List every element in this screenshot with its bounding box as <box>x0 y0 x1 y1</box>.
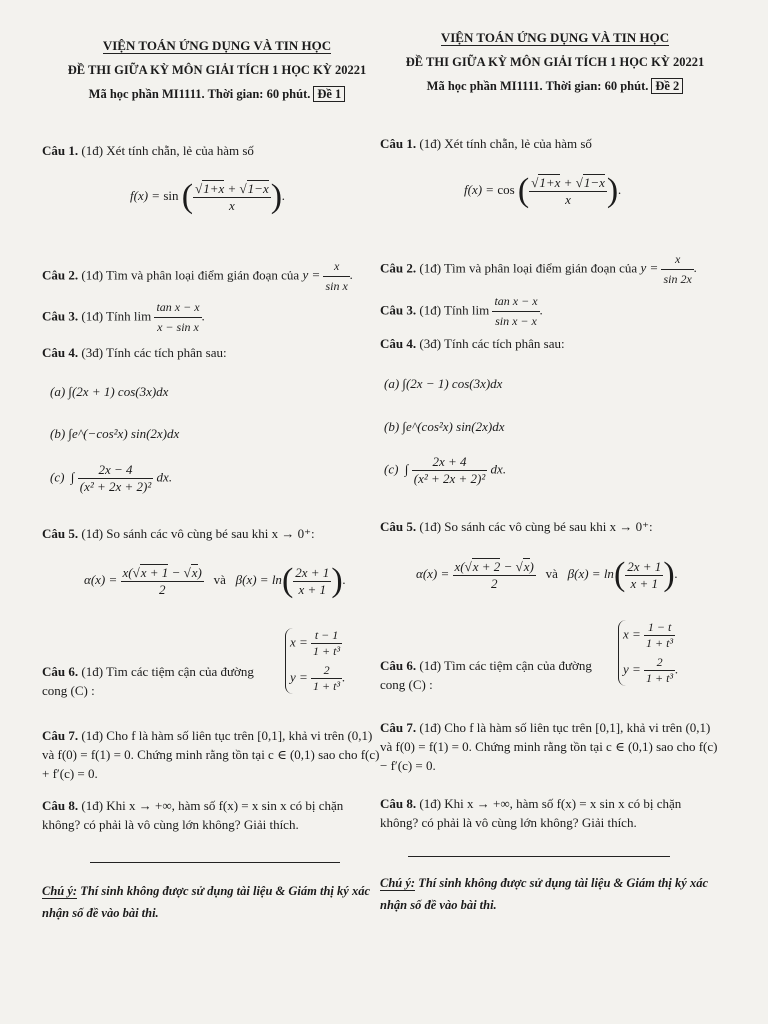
question-4: Câu 4. (3đ) Tính các tích phân sau: <box>380 336 565 351</box>
question-4: Câu 4. (3đ) Tính các tích phân sau: <box>42 345 227 360</box>
question-3: Câu 3. (1đ) Tính lim $\frac{\text{tan x − x}}{\text{sin x − x}}$ . <box>380 294 543 328</box>
exam-column-1 <box>42 0 392 1024</box>
q1-formula: f(x) = sin ( $\frac{√1+x + √1-x}{x}$ ). <box>130 178 286 215</box>
q5-formula: α(x) = $\frac{x(√x + 2 - √x)}{2}$ và β(x) = ln( $\frac{2x + 1}{x + 1}$ ). <box>416 556 678 593</box>
question-2: Câu 2. (1đ) Tìm và phân loại điểm gián đoạn của y = $\frac{x}{\sin 2x}$ . <box>380 252 698 286</box>
exam-title: ĐỀ THI GIỮA KỲ MÔN GIẢI TÍCH 1 HỌC KỲ 20221 <box>67 63 367 77</box>
question-3: Câu 3. (1đ) Tính lim $\frac{\text{tan x − x}}{\text{x − sin x}}$ . <box>42 300 205 334</box>
q6-system: x = $\frac{t - 1}{\text{1 + t³}}$ y = $\frac{2}{\text{1 + t³}}$ . <box>285 628 345 694</box>
q4c: (c) ∫ $\frac{2x - 4}{\text{(x² + 2x + 2)²}}$ dx. <box>50 462 173 494</box>
q5-formula: α(x) = $\frac{x(√x + 1 - √x)}{2}$ và β(x) = ln( $\frac{2x + 1}{x + 1}$ ). <box>84 562 346 599</box>
exam-code-box: Đề 2 <box>651 78 683 94</box>
question-6: Câu 6. (1đ) Tìm các tiệm cận của đường cong (C) : <box>42 664 254 698</box>
q4a: (a) ∫(2x + 1) cos(3x)dx <box>50 384 169 399</box>
question-6: Câu 6. (1đ) Tìm các tiệm cận của đường cong (C) : <box>380 658 592 692</box>
question-5: Câu 5. (1đ) So sánh các vô cùng bé sau khi x → 0⁺: <box>42 526 315 541</box>
question-1: Câu 1. (1đ) Xét tính chẵn, lẻ của hàm số <box>42 143 254 158</box>
divider <box>90 862 340 863</box>
exam-code-box: Đề 1 <box>313 86 345 102</box>
question-2: Câu 2. (1đ) Tìm và phân loại điểm gián đoạn của y = $\frac{x}{\text{sin x}}$ . <box>42 259 354 293</box>
note: Chú ý: Thí sinh không được sử dụng tài liệu & Giám thị ký xác nhận số đề vào bài thi. <box>380 876 708 912</box>
course-line: Mã học phần MI1111. Thời gian: 60 phút. Đề 1 <box>42 87 392 102</box>
institute-name: VIỆN TOÁN ỨNG DỤNG VÀ TIN HỌC <box>102 38 332 53</box>
q4b: (b) ∫e^(−cos²x) sin(2x)dx <box>50 426 180 441</box>
question-7: Câu 7. (1đ) Cho f là hàm số liên tục trên [0,1], khả vi trên (0,1) và f(0) = f(1) = 0. Chứng minh rằng tồn tại c ∈ (0,1) sao cho f(c) + f′(c) = 0. <box>42 728 380 781</box>
course-line: Mã học phần MI1111. Thời gian: 60 phút. Đề 2 <box>380 79 730 94</box>
note: Chú ý: Thí sinh không được sử dụng tài liệu & Giám thị ký xác nhận số đề vào bài thi. <box>42 884 370 920</box>
q4b: (b) ∫e^(cos²x) sin(2x)dx <box>384 419 505 434</box>
institute-name: VIỆN TOÁN ỨNG DỤNG VÀ TIN HỌC <box>440 30 670 45</box>
question-1: Câu 1. (1đ) Xét tính chẵn, lẻ của hàm số <box>380 136 592 151</box>
divider <box>408 856 670 857</box>
exam-title: ĐỀ THI GIỮA KỲ MÔN GIẢI TÍCH 1 HỌC KỲ 20221 <box>405 55 705 69</box>
q6-system: x = $\frac{1 - t}{\text{1 + t³}}$ y = $\frac{2}{\text{1 + t³}}$ . <box>618 620 678 686</box>
q4c: (c) ∫ $\frac{2x + 4}{\text{(x² + 2x + 2)²}}$ dx. <box>384 454 507 486</box>
question-8: Câu 8. (1đ) Khi x → +∞, hàm số f(x) = x sin x có bị chặn không? có phải là vô cùng lớn không? Giải thích. <box>380 796 682 830</box>
question-7: Câu 7. (1đ) Cho f là hàm số liên tục trên [0,1], khả vi trên (0,1) và f(0) = f(1) = 0. Chứng minh rằng tồn tại c ∈ (0,1) sao cho f(c) − f′(c) = 0. <box>380 720 718 773</box>
question-8: Câu 8. (1đ) Khi x → +∞, hàm số f(x) = x sin x có bị chặn không? có phải là vô cùng lớn không? Giải thích. <box>42 798 344 832</box>
exam-column-2 <box>380 0 730 1024</box>
q1-formula: f(x) = cos ( $\frac{√1+x + √1-x}{x}$ ). <box>464 172 622 209</box>
q4a: (a) ∫(2x − 1) cos(3x)dx <box>384 376 503 391</box>
question-5: Câu 5. (1đ) So sánh các vô cùng bé sau khi x → 0⁺: <box>380 519 653 534</box>
